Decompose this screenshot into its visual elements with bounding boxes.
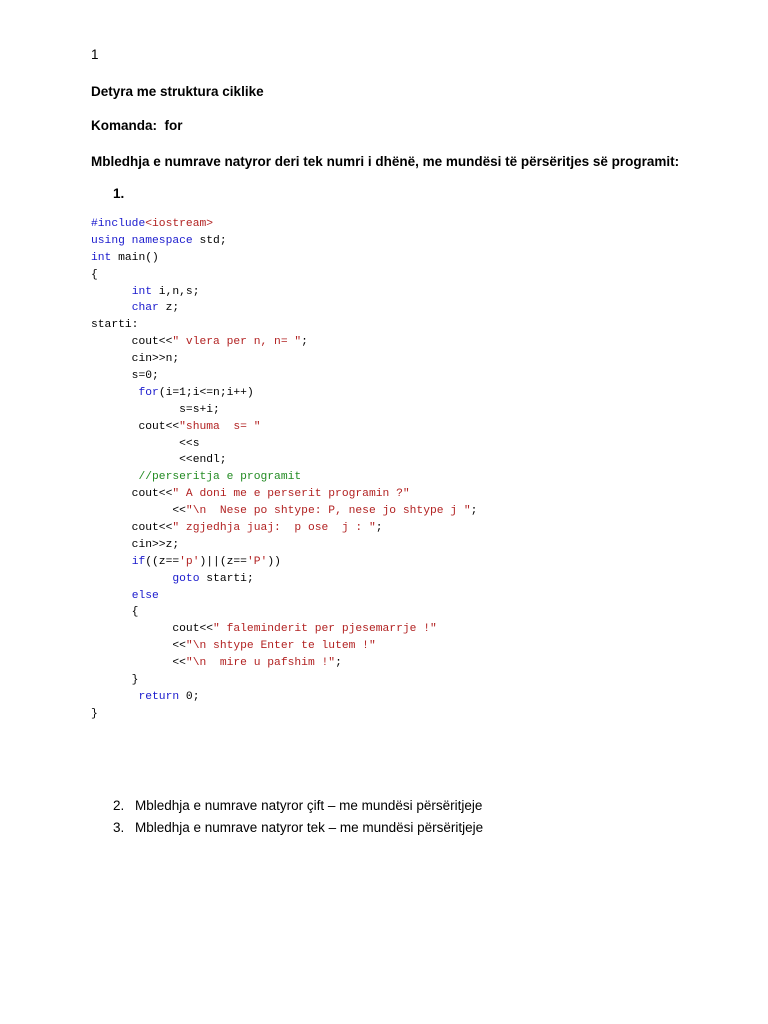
code-text: cin>>n; — [91, 353, 180, 366]
code-line — [91, 638, 477, 655]
code-keyword: for — [138, 386, 159, 399]
code-text: cin>>z; — [91, 538, 180, 551]
code-keyword: if — [131, 555, 146, 568]
code-line — [91, 436, 477, 453]
code-line — [91, 689, 477, 706]
code-line — [91, 554, 477, 571]
code-line — [91, 672, 477, 689]
code-keyword: goto — [172, 572, 200, 585]
list-item-text: Mbledhja e numrave natyror çift – me mundësi përsëritjeje — [135, 798, 483, 813]
code-string: "shuma s= " — [179, 420, 261, 433]
code-line — [91, 503, 477, 520]
code-text: (i=1;i<=n;i++) — [158, 386, 254, 399]
code-line — [91, 537, 477, 554]
code-string: 'P' — [246, 555, 268, 568]
code-text: ; — [335, 657, 342, 670]
code-string: <iostream> — [145, 218, 214, 230]
code-text: z; — [158, 302, 180, 315]
code-line — [91, 621, 477, 638]
code-string: "\n mire u pafshim !" — [185, 657, 336, 670]
code-text: << — [91, 640, 186, 653]
code-text: cout<< — [91, 623, 214, 636]
code-line — [91, 604, 477, 621]
heading: Detyra me struktura ciklike — [91, 84, 264, 99]
list-item-text: Mbledhja e numrave natyror tek – me mundësi përsëritjeje — [135, 820, 484, 835]
code-text: std; — [192, 234, 227, 247]
code-string: "\n Nese po shtype: P, nese jo shtype j " — [185, 505, 471, 518]
list-item — [113, 798, 482, 814]
code-keyword: return — [138, 690, 180, 703]
code-line — [91, 469, 477, 486]
command-line — [91, 118, 183, 134]
code-keyword: #include — [91, 218, 146, 230]
list-item — [113, 820, 483, 836]
code-string: " A doni me e perserit programin ?" — [172, 488, 410, 501]
code-text — [91, 573, 172, 585]
code-text: cout<< — [91, 488, 173, 501]
code-text — [91, 691, 138, 703]
code-line — [91, 351, 477, 368]
code-line — [91, 452, 477, 469]
code-text — [91, 590, 132, 602]
page-number: 1 — [91, 47, 99, 62]
code-line — [91, 368, 477, 385]
code-line — [91, 588, 477, 605]
code-keyword: else — [131, 589, 159, 602]
code-keyword: int — [131, 285, 153, 298]
list-item-1-number: 1. — [113, 186, 125, 201]
code-text: cout<< — [91, 522, 173, 535]
code-line — [91, 486, 477, 503]
code-line — [91, 571, 477, 588]
code-line — [91, 419, 477, 436]
code-text — [91, 471, 138, 483]
code-string: " faleminderit per pjesemarrje !" — [213, 623, 437, 636]
code-text: starti: — [91, 319, 139, 332]
code-line — [91, 216, 477, 233]
code-text: { — [91, 606, 139, 619]
code-text: ; — [375, 522, 383, 535]
code-text: ((z== — [145, 555, 180, 568]
code-line — [91, 655, 477, 672]
code-text: ; — [301, 336, 308, 349]
code-line — [91, 317, 477, 334]
code-text: cout<< — [91, 420, 180, 433]
code-line — [91, 250, 477, 267]
code-text: { — [91, 268, 98, 281]
code-line — [91, 706, 477, 723]
code-text: starti; — [199, 572, 254, 585]
code-keyword: int — [91, 251, 112, 264]
list-item-number: 3. — [113, 820, 125, 835]
code-string: " vlera per n, n= " — [172, 336, 302, 349]
code-text: } — [91, 674, 139, 687]
code-line — [91, 233, 477, 250]
code-text: )) — [267, 555, 281, 568]
code-text: i,n,s; — [152, 285, 200, 298]
code-block — [91, 216, 477, 723]
code-text — [91, 286, 132, 298]
command-value: for — [164, 118, 183, 133]
code-text: << — [91, 505, 186, 518]
code-line — [91, 284, 477, 301]
code-text — [91, 556, 132, 568]
code-text: )||(z== — [199, 555, 247, 568]
code-text: } — [91, 707, 98, 720]
code-line — [91, 334, 477, 351]
code-line — [91, 402, 477, 419]
code-text: 0; — [179, 690, 200, 703]
code-text — [91, 387, 138, 399]
code-text: s=s+i; — [91, 403, 220, 416]
list-item-number: 2. — [113, 798, 125, 813]
command-label: Komanda: — [91, 118, 158, 133]
code-line — [91, 385, 477, 402]
code-line — [91, 267, 477, 284]
code-string: " zgjedhja juaj: p ose j : " — [172, 522, 376, 535]
code-keyword: using namespace — [91, 234, 193, 247]
code-text: s=0; — [91, 370, 159, 383]
description: Mbledhja e numrave natyror deri tek numri i dhënë, me mundësi të përsëritjes së programit: — [91, 154, 680, 169]
code-text: ; — [470, 505, 478, 518]
code-string: 'p' — [179, 555, 200, 568]
code-string: "\n shtype Enter te lutem !" — [185, 640, 376, 653]
code-keyword: char — [131, 302, 159, 315]
code-text: << — [91, 657, 186, 670]
code-text: main() — [111, 251, 159, 264]
code-comment: //perseritja e programit — [138, 471, 302, 484]
code-text: <<s — [91, 437, 200, 450]
code-text: cout<< — [91, 336, 173, 349]
code-text: <<endl; — [91, 454, 227, 467]
code-line — [91, 520, 477, 537]
code-text — [91, 302, 132, 314]
code-line — [91, 300, 477, 317]
